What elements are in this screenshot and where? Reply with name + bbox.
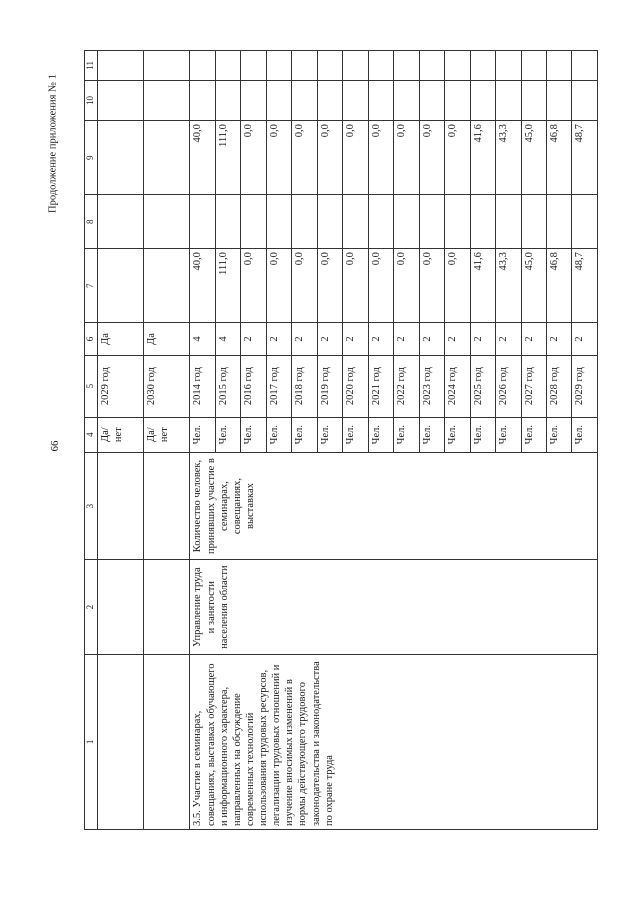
empty-cell [98, 249, 144, 323]
value-cell: 0,0 [343, 121, 368, 195]
year-cell: 2014 год [190, 355, 215, 417]
value-cell: 0,0 [266, 249, 291, 323]
unit-cell: Чел. [190, 417, 215, 452]
empty-cell [144, 249, 190, 323]
empty-cell [190, 51, 215, 81]
table-row [98, 51, 144, 830]
empty-cell [445, 51, 470, 81]
empty-cell [98, 452, 144, 560]
empty-cell [368, 195, 393, 249]
empty-cell [419, 80, 444, 120]
unit-cell: Чел. [572, 417, 598, 452]
table-wrapper [84, 50, 598, 830]
unit-cell: Чел. [368, 417, 393, 452]
table-row [190, 51, 215, 830]
empty-cell [266, 80, 291, 120]
value-cell: 111,0 [215, 121, 240, 195]
value-cell: 43,3 [496, 249, 521, 323]
value-cell: 2 [572, 323, 598, 355]
empty-cell [317, 51, 342, 81]
indicator: Количество человек, принявших участие в семинарах, совещаниях, выставках [190, 452, 598, 560]
unit-cell: Да/нет [98, 417, 144, 452]
column-number: 8 [85, 195, 98, 249]
empty-cell [368, 51, 393, 81]
year-cell: 2027 год [521, 355, 546, 417]
empty-cell [419, 51, 444, 81]
unit-cell: Чел. [241, 417, 266, 452]
empty-cell [470, 195, 495, 249]
value-cell: 0,0 [394, 249, 419, 323]
year-cell: 2024 год [445, 355, 470, 417]
value-cell: 40,0 [190, 249, 215, 323]
year-cell: 2017 год [266, 355, 291, 417]
value-cell: 2 [419, 323, 444, 355]
value-cell: 0,0 [266, 121, 291, 195]
unit-cell: Чел. [419, 417, 444, 452]
value-cell: 2 [292, 323, 317, 355]
value-cell: 2 [343, 323, 368, 355]
empty-cell [98, 654, 144, 829]
value-cell: 4 [190, 323, 215, 355]
measure-text: 3.5. Участие в семинарах, совещаниях, выставках обучающего и информационного характера, направленных на обсуждение современных технологий использования трудовых ресурсов, легализации трудовых отношений и изучение вносимых изменений в нормы действующего трудового законодательства и законодательства по охране труда [190, 654, 598, 829]
year-cell: 2026 год [496, 355, 521, 417]
empty-cell [144, 452, 190, 560]
value-cell: 2 [241, 323, 266, 355]
measure-body [190, 51, 598, 830]
year-cell: 2022 год [394, 355, 419, 417]
empty-cell [241, 51, 266, 81]
unit-cell: Чел. [496, 417, 521, 452]
empty-cell [470, 51, 495, 81]
empty-cell [496, 195, 521, 249]
year-cell: 2020 год [343, 355, 368, 417]
empty-cell [98, 195, 144, 249]
year-cell: 2023 год [419, 355, 444, 417]
column-number: 11 [85, 51, 98, 81]
value-cell: 0,0 [368, 249, 393, 323]
year-cell: 2029 год [98, 355, 144, 417]
value-cell: 0,0 [241, 121, 266, 195]
empty-cell [215, 80, 240, 120]
unit-cell: Чел. [394, 417, 419, 452]
empty-cell [292, 51, 317, 81]
empty-cell [190, 80, 215, 120]
value-cell: 4 [215, 323, 240, 355]
value-cell: 0,0 [368, 121, 393, 195]
unit-cell: Чел. [266, 417, 291, 452]
value-cell: 0,0 [419, 249, 444, 323]
empty-cell [521, 80, 546, 120]
value-cell: Да [98, 323, 144, 355]
empty-cell [546, 195, 571, 249]
empty-cell [445, 195, 470, 249]
program-table [84, 50, 598, 830]
empty-cell [98, 51, 144, 81]
empty-cell [572, 80, 598, 120]
column-number: 4 [85, 417, 98, 452]
column-number: 1 [85, 654, 98, 829]
appendix-note: Продолжение приложения № 1 [47, 74, 59, 213]
value-cell: 0,0 [241, 249, 266, 323]
empty-cell [445, 80, 470, 120]
value-cell: 0,0 [292, 249, 317, 323]
value-cell: 2 [546, 323, 571, 355]
empty-cell [241, 80, 266, 120]
empty-cell [98, 560, 144, 654]
value-cell: 2 [496, 323, 521, 355]
empty-cell [521, 51, 546, 81]
empty-cell [144, 51, 190, 81]
year-cell: 2030 год [144, 355, 190, 417]
empty-cell [144, 654, 190, 829]
value-cell: 2 [394, 323, 419, 355]
executor: Управление труда и занятости населения области [190, 560, 598, 654]
empty-cell [98, 121, 144, 195]
value-cell: 0,0 [445, 249, 470, 323]
empty-cell [215, 51, 240, 81]
empty-cell [190, 195, 215, 249]
value-cell: 46,8 [546, 121, 571, 195]
empty-cell [470, 80, 495, 120]
empty-cell [292, 195, 317, 249]
value-cell: 0,0 [445, 121, 470, 195]
value-cell: 0,0 [317, 249, 342, 323]
unit-cell: Чел. [445, 417, 470, 452]
value-cell: 41,6 [470, 121, 495, 195]
value-cell: 0,0 [292, 121, 317, 195]
empty-cell [394, 51, 419, 81]
column-number: 9 [85, 121, 98, 195]
value-cell: 0,0 [419, 121, 444, 195]
value-cell: 48,7 [572, 121, 598, 195]
empty-cell [144, 560, 190, 654]
value-cell: 0,0 [317, 121, 342, 195]
table-row [144, 51, 190, 830]
value-cell: 2 [266, 323, 291, 355]
empty-cell [266, 51, 291, 81]
value-cell: 2 [445, 323, 470, 355]
empty-cell [241, 195, 266, 249]
empty-cell [215, 195, 240, 249]
empty-cell [144, 195, 190, 249]
year-cell: 2021 год [368, 355, 393, 417]
empty-cell [343, 195, 368, 249]
empty-cell [496, 51, 521, 81]
value-cell: 41,6 [470, 249, 495, 323]
empty-cell [343, 51, 368, 81]
empty-cell [546, 80, 571, 120]
page-number: 66 [49, 440, 61, 452]
column-number: 10 [85, 80, 98, 120]
empty-cell [572, 51, 598, 81]
value-cell: 2 [368, 323, 393, 355]
year-cell: 2015 год [215, 355, 240, 417]
value-cell: Да [144, 323, 190, 355]
empty-cell [394, 80, 419, 120]
unit-cell: Чел. [215, 417, 240, 452]
unit-cell: Чел. [546, 417, 571, 452]
empty-cell [292, 80, 317, 120]
empty-cell [496, 80, 521, 120]
value-cell: 40,0 [190, 121, 215, 195]
value-cell: 46,8 [546, 249, 571, 323]
unit-cell: Да/нет [144, 417, 190, 452]
value-cell: 43,3 [496, 121, 521, 195]
empty-cell [144, 80, 190, 120]
year-cell: 2025 год [470, 355, 495, 417]
empty-cell [98, 80, 144, 120]
empty-cell [317, 195, 342, 249]
year-cell: 2018 год [292, 355, 317, 417]
empty-cell [317, 80, 342, 120]
empty-cell [546, 51, 571, 81]
unit-cell: Чел. [521, 417, 546, 452]
empty-cell [521, 195, 546, 249]
unit-cell: Чел. [292, 417, 317, 452]
column-number: 2 [85, 560, 98, 654]
empty-cell [144, 121, 190, 195]
empty-cell [394, 195, 419, 249]
year-cell: 2016 год [241, 355, 266, 417]
value-cell: 48,7 [572, 249, 598, 323]
year-cell: 2028 год [546, 355, 571, 417]
column-number-row [85, 51, 98, 830]
unit-cell: Чел. [470, 417, 495, 452]
value-cell: 0,0 [343, 249, 368, 323]
value-cell: 2 [317, 323, 342, 355]
column-number: 7 [85, 249, 98, 323]
unit-cell: Чел. [317, 417, 342, 452]
empty-cell [343, 80, 368, 120]
column-number: 6 [85, 323, 98, 355]
year-cell: 2029 год [572, 355, 598, 417]
value-cell: 2 [470, 323, 495, 355]
empty-cell [572, 195, 598, 249]
column-number: 5 [85, 355, 98, 417]
value-cell: 2 [521, 323, 546, 355]
empty-cell [368, 80, 393, 120]
value-cell: 0,0 [394, 121, 419, 195]
unit-cell: Чел. [343, 417, 368, 452]
value-cell: 111,0 [215, 249, 240, 323]
empty-cell [419, 195, 444, 249]
value-cell: 45,0 [521, 249, 546, 323]
empty-cell [266, 195, 291, 249]
value-cell: 45,0 [521, 121, 546, 195]
year-cell: 2019 год [317, 355, 342, 417]
column-number: 3 [85, 452, 98, 560]
